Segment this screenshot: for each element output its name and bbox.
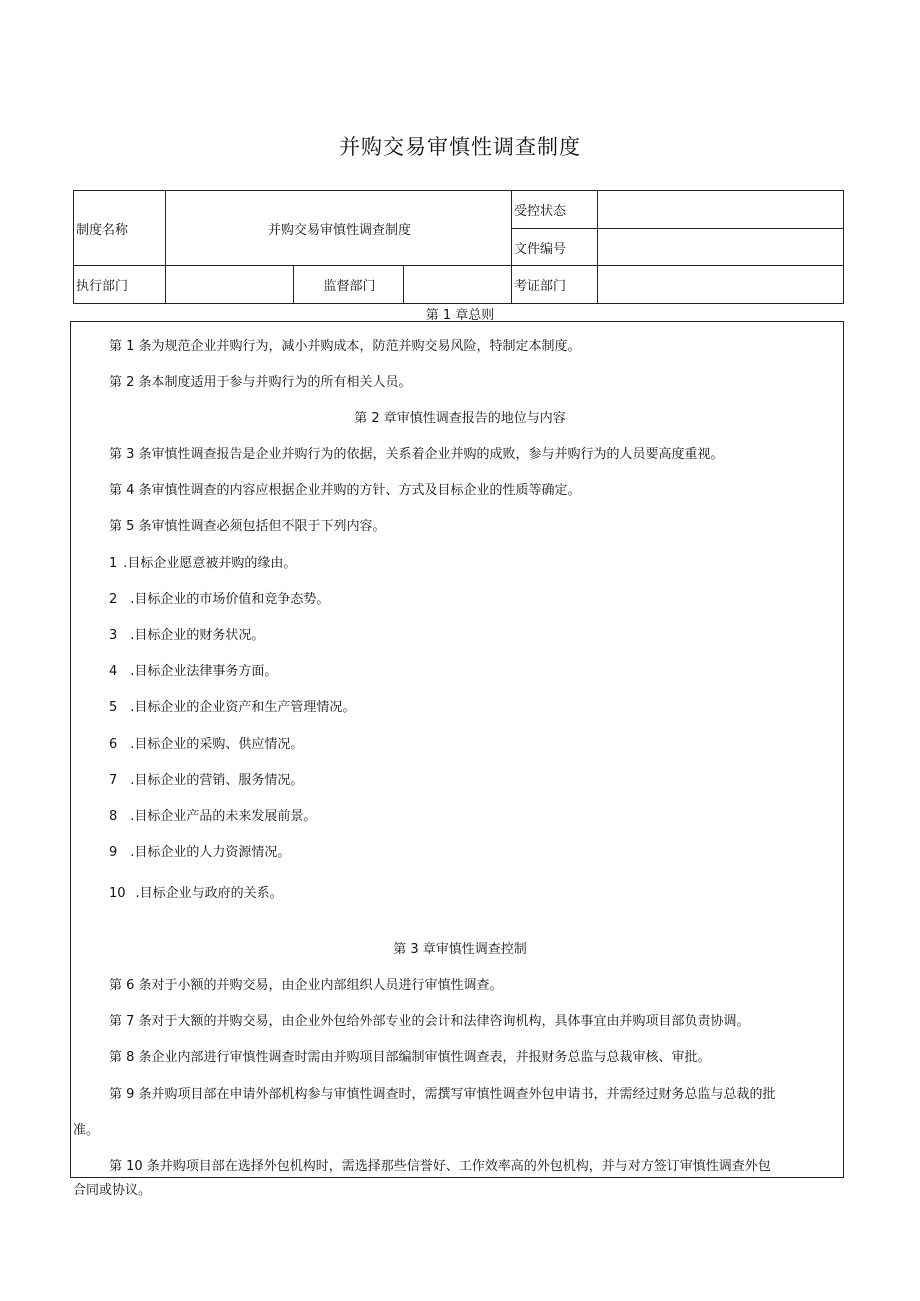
list-item: 7 .目标企业的营销、服务情况。 xyxy=(109,773,304,788)
exec-dept-value xyxy=(166,266,294,304)
list-item: 10 .目标企业与政府的关系。 xyxy=(109,886,283,901)
article-1: 第 1 条为规范企业并购行为，减小并购成本，防范并购交易风险，特制定本制度。 xyxy=(109,339,581,354)
file-number-value xyxy=(598,229,844,266)
article-7: 第 7 条对于大额的并购交易，由企业外包给外部专业的会计和法律咨询机构，具体事宜由并购项目部负责协调。 xyxy=(109,1014,750,1029)
chapter-1-heading: 第 1 章总则 xyxy=(425,308,495,323)
article-2: 第 2 条本制度适用于参与并购行为的所有相关人员。 xyxy=(109,375,412,390)
article-9-line-2: 准。 xyxy=(73,1123,100,1138)
supervise-dept-value xyxy=(404,266,512,304)
exec-dept-label: 执行部门 xyxy=(74,266,166,304)
list-item: 3 .目标企业的财务状况。 xyxy=(109,628,265,643)
article-10-line-2: 合同或协议。 xyxy=(73,1183,152,1198)
article-8: 第 8 条企业内部进行审慎性调查时需由并购项目部编制审慎性调查表，并报财务总监与总裁审核、审批。 xyxy=(109,1050,711,1065)
chapter-2-heading: 第 2 章审慎性调查报告的地位与内容 xyxy=(354,411,566,426)
article-5: 第 5 条审慎性调查必须包括但不限于下列内容。 xyxy=(109,519,386,534)
list-item: 8 .目标企业产品的未来发展前景。 xyxy=(109,809,317,824)
list-item: 4 .目标企业法律事务方面。 xyxy=(109,664,278,679)
list-item: 5 .目标企业的企业资产和生产管理情况。 xyxy=(109,700,356,715)
verify-dept-value xyxy=(598,266,844,304)
controlled-status-label: 受控状态 xyxy=(512,191,598,229)
file-number-label: 文件编号 xyxy=(512,229,598,266)
system-name-label: 制度名称 xyxy=(74,191,166,266)
header-info-table xyxy=(73,190,844,304)
page-title: 并购交易审慎性调查制度 xyxy=(339,135,581,159)
system-name-value: 并购交易审慎性调查制度 xyxy=(166,191,512,266)
article-6: 第 6 条对于小额的并购交易，由企业内部组织人员进行审慎性调查。 xyxy=(109,978,503,993)
article-9-line-1: 第 9 条并购项目部在申请外部机构参与审慎性调查时，需撰写审慎性调查外包申请书，并需经过财务总监与总裁的批 xyxy=(109,1087,776,1102)
supervise-dept-label: 监督部门 xyxy=(294,266,404,304)
article-4: 第 4 条审慎性调查的内容应根据企业并购的方针、方式及目标企业的性质等确定。 xyxy=(109,483,581,498)
article-10-line-1: 第 10 条并购项目部在选择外包机构时，需选择那些信誉好、工作效率高的外包机构，并与对方签订审慎性调查外包 xyxy=(109,1159,771,1174)
list-item: 9 .目标企业的人力资源情况。 xyxy=(109,845,291,860)
controlled-status-value xyxy=(598,191,844,229)
article-3: 第 3 条审慎性调查报告是企业并购行为的依据，关系着企业并购的成败，参与并购行为的人员要高度重视。 xyxy=(109,447,724,462)
list-item: 6 .目标企业的采购、供应情况。 xyxy=(109,737,304,752)
verify-dept-label: 考证部门 xyxy=(512,266,598,304)
chapter-3-heading: 第 3 章审慎性调查控制 xyxy=(393,942,527,957)
list-item: 1 .目标企业愿意被并购的缘由。 xyxy=(109,556,297,571)
list-item: 2 .目标企业的市场价值和竞争态势。 xyxy=(109,592,330,607)
